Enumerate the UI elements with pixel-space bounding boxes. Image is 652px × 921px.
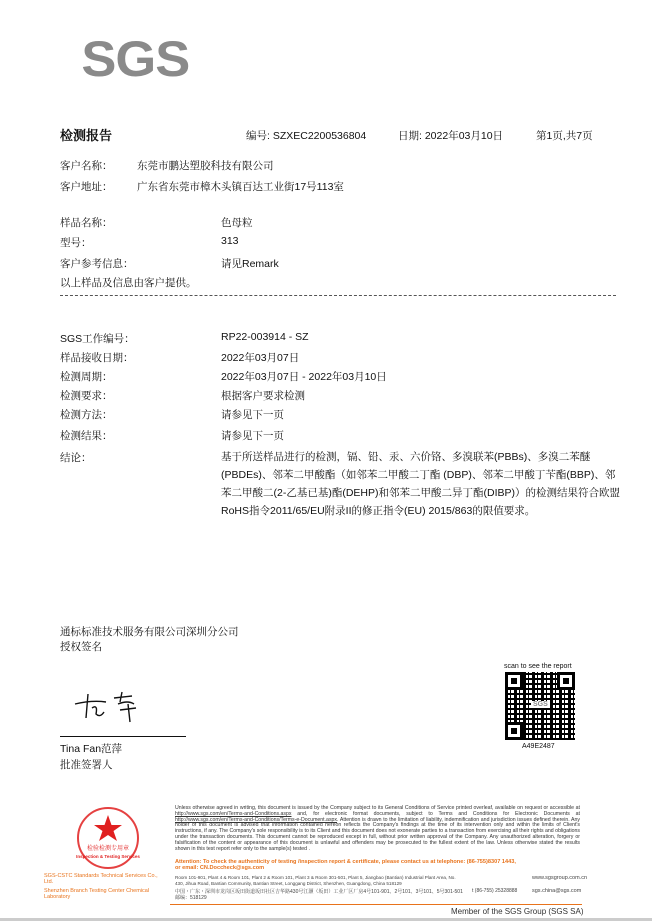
company-en-2: Shenzhen Branch Testing Center Chemical Laboratory <box>44 888 150 901</box>
signer-role: 批准签署人 <box>60 759 113 771</box>
divider <box>60 295 616 296</box>
test-requirement-value: 根据客户要求检测 <box>221 390 305 402</box>
test-method-value: 请参见下一页 <box>221 409 284 421</box>
receive-date-value: 2022年03月07日 <box>221 352 300 364</box>
qr-code-id: A49E2487 <box>522 743 555 750</box>
signer-name: Tina Fan范萍 <box>60 743 123 755</box>
email[interactable]: sgs.china@sgs.com <box>532 888 582 894</box>
test-period-label: 检测周期： <box>60 371 113 383</box>
footer-orange-line <box>170 904 582 905</box>
disclaimer: Unless otherwise agreed in writing, this document is issued by the Company subject to its General Conditions of Service printed overleaf, available on request or accessible at http://www.sgs.com/en/Terms-and-Conditions.aspx and, for electronic format documents, subject to Terms and Conditions for Electronic Documents at http://www.sgs.com/en/Terms-and-Conditions/Terms-e-Document.aspx. Attention is drawn to the limitation of liability, indemnification and jurisdiction issues defined therein. Any holder of this document is advised that information contained hereon reflects the Company's findings at the time of its intervention only and within the limits of Client's instructions, if any. The Company's sole responsibility is to its Client and this document does not exonerate parties to a transaction from exercising all their rights and obligations under the transaction documents. This document cannot be reproduced except in full, without prior written approval of the Company. Any unauthorized alteration, forgery or falsification of the content or appearance of this document is unlawful and offenders may be prosecuted to the fullest extent of the law. Unless otherwise stated the results shown in this test report refer only to the sample(s) tested . <box>175 805 580 852</box>
conclusion-label: 结论： <box>60 452 92 464</box>
address-en: Room 101-901, Plant 4 & Room 101, Plant 2 & Room 101, Plant 3 & Room 301-501, Plant 5, Jiangbao (Bantian) Industrial Plant Area, No. 430, Jihua Road, Bantian Community, Bantian Street, Longgang District, Shenzhen, Guangdong, China 518129 <box>175 875 456 886</box>
terms-link[interactable]: http://www.sgs.com/en/Terms-and-Conditions.aspx <box>175 810 292 817</box>
model-label: 型号： <box>60 237 92 249</box>
qr-caption: scan to see the report <box>504 663 572 670</box>
signing-company: 通标标准技术服务有限公司深圳分公司 <box>60 626 239 638</box>
report-date: 日期: 2022年03月10日 <box>398 130 504 142</box>
e-terms-link[interactable]: http://www.sgs.com/en/Terms-and-Conditions/Terms-e-Document.aspx <box>175 816 338 823</box>
website[interactable]: www.sgsgroup.com.cn <box>532 875 588 881</box>
company-en-1: SGS-CSTC Standards Technical Services Co., Ltd. <box>44 873 158 886</box>
page-title: 检测报告 <box>60 128 113 143</box>
sample-name-label: 样品名称： <box>60 217 113 229</box>
page-number: 第1页,共7页 <box>536 130 593 142</box>
qr-center-logo: SGS <box>533 701 548 708</box>
job-no-label: SGS工作编号： <box>60 333 135 345</box>
telephone: t (86-755) 25328888 <box>472 888 518 894</box>
test-result-value: 请参见下一页 <box>221 430 284 442</box>
signature-line <box>60 736 186 737</box>
client-name-value: 东莞市鹏达塑胶科技有限公司 <box>137 160 274 172</box>
qr-code[interactable] <box>505 672 575 740</box>
job-no-value: RP22-003914 - SZ <box>221 331 309 343</box>
test-requirement-label: 检测要求： <box>60 390 113 402</box>
client-address-label: 客户地址： <box>60 181 113 193</box>
inspection-stamp <box>66 806 150 870</box>
client-ref-value: 请见Remark <box>221 258 279 270</box>
sample-note: 以上样品及信息由客户提供。 <box>60 277 197 289</box>
member-text: Member of the SGS Group (SGS SA) <box>451 907 584 916</box>
client-address-value: 广东省东莞市樟木头镇百达工业街17号113室 <box>137 181 344 193</box>
stamp-subtitle: 检验检测专用章 <box>86 846 130 852</box>
report-number: 编号: SZXEC2200536804 <box>246 130 367 142</box>
sgs-logo: SGS <box>81 31 190 87</box>
test-result-label: 检测结果： <box>60 430 113 442</box>
client-ref-label: 客户参考信息： <box>60 258 134 270</box>
receive-date-label: 样品接收日期： <box>60 352 134 364</box>
authorized-signature-label: 授权签名 <box>60 641 102 653</box>
attention-note: Attention: To check the authenticity of testing /inspection report & certificate, please contact us at telephone: (86-755)8307 1443, or email: CN.Doccheck@sgs.com <box>175 859 516 872</box>
conclusion-text: 基于所送样品进行的检测，镉、铅、汞、六价铬、多溴联苯(PBBs)、多溴二苯醚(PBDEs)、邻苯二甲酸酯（如邻苯二甲酸二丁酯 (DBP)、邻苯二甲酸丁苄酯(BBP)、邻苯二甲酸二(2-乙基已基)酯(DEHP)和邻苯二甲酸二异丁酯(DIBP)）的检测结果符合欧盟RoHS指令2011/65/EU附录II的修正指令(EU) 2015/863的限值要求。 <box>221 451 620 517</box>
sample-name-value: 色母粒 <box>221 217 253 229</box>
handwritten-signature <box>72 684 152 724</box>
address-cn: 中国・广东・深圳市龙岗区坂田街道坂田社区吉华路430号江灏（坂田）工业厂区厂房4号101-901、2号101、3号101、5号301-501 邮编：518129 <box>175 889 463 901</box>
client-name-label: 客户名称： <box>60 160 113 172</box>
test-method-label: 检测方法： <box>60 409 113 421</box>
stamp-english: Inspection & Testing Services <box>76 854 140 859</box>
test-period-value: 2022年03月07日 - 2022年03月10日 <box>221 371 387 383</box>
model-value: 313 <box>221 235 239 247</box>
